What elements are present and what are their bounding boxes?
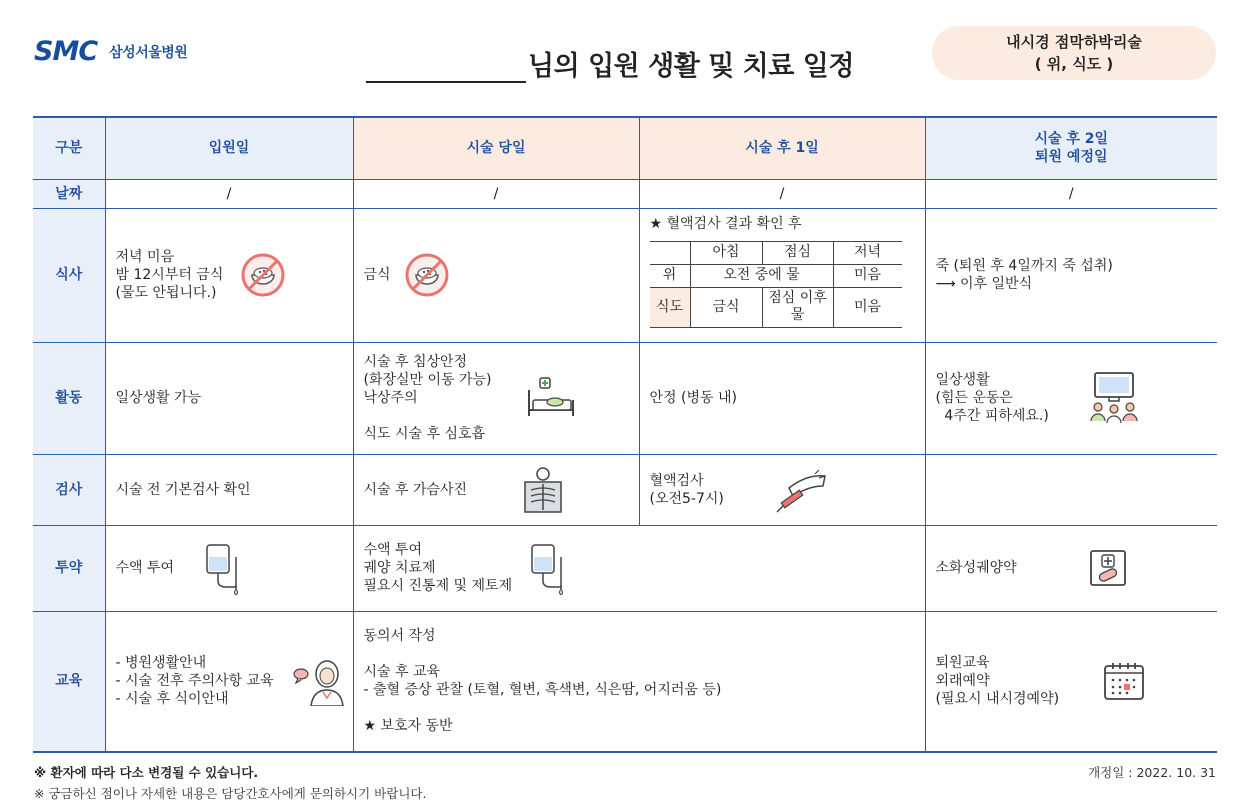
meal-schedule-table [650, 241, 902, 328]
exam-procedure-day-text: 시술 후 가슴사진 [363, 481, 468, 498]
meal-table-corner [650, 241, 691, 264]
education-procedure-line: 동의서 작성 [363, 628, 436, 645]
education-post-day2 [925, 611, 1217, 752]
meal-table-esophagus-lunch [762, 287, 833, 327]
meal-table-stomach-morning-lunch: 오전 중에 물 [690, 264, 833, 287]
meal-table-esophagus-lunch-line: 점심 이후 [768, 290, 827, 306]
meal-admission-line: (물도 안됩니다.) [115, 285, 217, 301]
education-admission-line: - 시술 전후 주의사항 교육 [115, 673, 274, 690]
col-header-post-day2 [925, 117, 1217, 179]
medication-post-day2-text: 소화성궤양약 [935, 560, 1017, 576]
medication-post-day2 [925, 525, 1217, 611]
nurse-icon [293, 656, 345, 706]
footer-notice: ※ 환자에 따라 다소 변경될 수 있습니다. [34, 765, 259, 780]
row-label-exam: 검사 [33, 454, 105, 525]
meal-admission [105, 208, 353, 342]
col-header-admission: 입원일 [105, 117, 353, 179]
meal-post-day2 [925, 208, 1217, 342]
col-header-post-day2-line2: 퇴원 예정일 [1035, 149, 1108, 166]
activity-post-day2 [925, 342, 1217, 454]
meal-table-esophagus-morning: 금식 [690, 287, 762, 327]
activity-row [33, 342, 1217, 454]
activity-post-day2-line: 일상생활 [935, 372, 990, 388]
exam-post-day1-line: 혈액검사 [649, 472, 704, 489]
activity-procedure-line: 시술 후 침상안정 [363, 354, 468, 370]
exam-post-day2 [925, 454, 1217, 525]
revision-date: 개정일 : 2022. 10. 31 [1088, 765, 1216, 780]
meal-table-header: 아침 [690, 241, 762, 264]
education-post-day2-line: 퇴원교육 [935, 655, 990, 672]
meal-post-day2-line: 죽 (퇴원 후 4일까지 죽 섭취) [935, 258, 1113, 274]
row-label-activity: 활동 [33, 342, 105, 454]
iv-drip-icon [203, 541, 245, 595]
medication-procedure-and-day1 [353, 525, 925, 611]
education-admission-line: - 병원생활안내 [115, 655, 207, 672]
meal-post-day1-note: ★ 혈액검사 결과 확인 후 [649, 215, 802, 232]
education-post-day2-line: 외래예약 [935, 673, 990, 690]
meal-table-esophagus-lunch-line: 물 [790, 307, 805, 323]
education-row [33, 611, 1217, 752]
exam-post-day1-line: (오전5-7시) [649, 490, 724, 507]
medication-procedure-line: 수액 투여 [363, 542, 423, 558]
exam-admission: 시술 전 기본검사 확인 [105, 454, 353, 525]
education-admission [105, 611, 353, 752]
exam-row [33, 454, 1217, 525]
patient-name-blank [366, 47, 526, 83]
medication-admission-text: 수액 투여 [115, 560, 175, 576]
activity-procedure-line: 식도 시술 후 심호흡 [363, 426, 486, 442]
activity-post-day2-line: (힘든 운동은 [935, 390, 1014, 406]
education-procedure-line [364, 699, 915, 717]
education-procedure-line: - 출혈 증상 관찰 (토혈, 혈변, 흑색변, 식은땀, 어지러움 등) [363, 682, 722, 699]
no-food-icon [403, 251, 451, 299]
education-procedure-line: ★ 보호자 동반 [363, 718, 453, 735]
education-admission-line: - 시술 후 식이안내 [115, 691, 229, 708]
schedule-table [33, 116, 1217, 753]
row-label-date: 날짜 [33, 179, 105, 208]
education-procedure-and-day1 [353, 611, 925, 752]
activity-admission: 일상생활 가능 [105, 342, 353, 454]
exam-procedure-day [353, 454, 639, 525]
meal-admission-line: 저녁 미음 [115, 249, 175, 265]
education-procedure-line: 시술 후 교육 [363, 664, 441, 681]
col-header-procedure-day: 시술 당일 [353, 117, 639, 179]
activity-post-day1: 안정 (병동 내) [639, 342, 925, 454]
blood-test-icon [775, 466, 827, 514]
medication-row [33, 525, 1217, 611]
date-post-day2: / [925, 179, 1217, 208]
exam-post-day1 [639, 454, 925, 525]
meal-post-day2-line: ⟶ 이후 일반식 [935, 276, 1033, 292]
medication-procedure-line: 필요시 진통제 및 제토제 [363, 578, 513, 594]
education-post-day2-line: (필요시 내시경예약) [935, 691, 1060, 708]
footer-contact: ※ 궁금하신 점이나 자세한 내용은 담당간호사에게 문의하시기 바랍니다. [34, 786, 427, 801]
no-food-icon [239, 251, 287, 299]
meal-table-stomach-label: 위 [650, 264, 691, 287]
meal-table-header: 저녁 [833, 241, 902, 264]
date-procedure-day: / [353, 179, 639, 208]
medication-admission [105, 525, 353, 611]
medicine-box-icon [1089, 549, 1127, 587]
meal-procedure-day [353, 208, 639, 342]
date-row [33, 179, 1217, 208]
meal-procedure-day-text: 금식 [363, 267, 391, 283]
xray-icon [523, 466, 563, 514]
col-header-post-day1: 시술 후 1일 [639, 117, 925, 179]
date-admission: / [105, 179, 353, 208]
family-icon [1087, 371, 1141, 425]
meal-table-stomach-dinner: 미음 [833, 264, 902, 287]
meal-table-esophagus-dinner: 미음 [833, 287, 902, 327]
row-label-meal: 식사 [33, 208, 105, 342]
col-header-post-day2-line1: 시술 후 2일 [1034, 131, 1109, 148]
title-text: 님의 입원 생활 및 치료 일정 [528, 51, 854, 82]
medication-procedure-line: 궤양 치료제 [363, 560, 436, 576]
iv-drip-icon [528, 541, 570, 595]
activity-procedure-line [364, 407, 492, 425]
procedure-name: 내시경 점막하박리술 [1006, 33, 1142, 51]
logo-mark: SMC [34, 36, 98, 67]
date-post-day1: / [639, 179, 925, 208]
header-row [33, 117, 1217, 179]
activity-post-day2-line: 4주간 피하세요.) [935, 408, 1049, 424]
meal-row [33, 208, 1217, 342]
meal-admission-line: 밤 12시부터 금식 [115, 267, 224, 283]
activity-procedure-day [353, 342, 639, 454]
meal-post-day1 [639, 208, 925, 342]
hospital-bed-icon [525, 376, 577, 420]
logo-text: 삼성서울병원 [109, 44, 188, 61]
procedure-badge [932, 26, 1216, 80]
activity-procedure-line: (화장실만 이동 가능) [363, 372, 492, 388]
calendar-icon [1103, 661, 1145, 701]
hospital-logo [34, 36, 187, 67]
row-label-education: 교육 [33, 611, 105, 752]
meal-table-header: 점심 [762, 241, 833, 264]
procedure-target: ( 위, 식도 ) [1034, 55, 1114, 73]
page-title [366, 44, 854, 83]
education-procedure-line [364, 645, 915, 663]
row-label-medication: 투약 [33, 525, 105, 611]
col-header-category: 구분 [33, 117, 105, 179]
activity-procedure-line: 낙상주의 [363, 390, 418, 406]
meal-table-esophagus-label: 식도 [650, 287, 691, 327]
